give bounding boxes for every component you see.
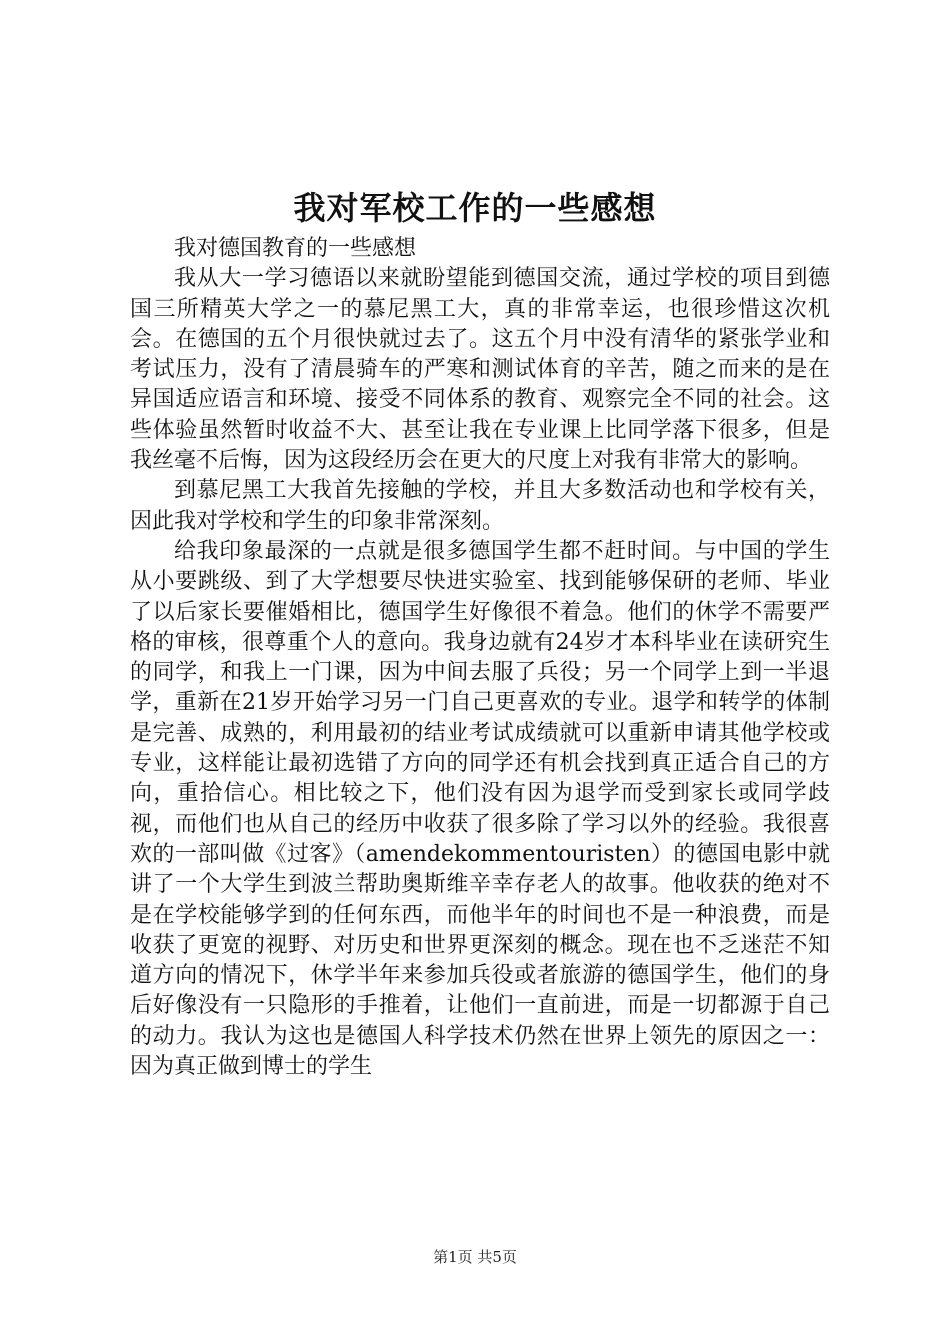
paragraph: 给我印象最深的一点就是很多德国学生都不赶时间。与中国的学生从小要跳级、到了大学想要尽快进实验室、找到能够保研的老师、毕业了以后家长要催婚相比，德国学生好像很不着急。他们的休学不需要严格的审核，很尊重个人的意向。我身边就有24岁才本科毕业在读研究生的同学，和我上一门课，因为中间去服了兵役；另一个同学上到一半退学，重新在21岁开始学习另一门自己更喜欢的专业。退学和转学的体制是完善、成熟的，利用最初的结业考试成绩就可以重新申请其他学校或专业，这样能让最初选错了方向的同学还有机会找到真正适合自己的方向，重拾信心。相比较之下，他们没有因为退学而受到家长或同学歧视，而他们也从自己的经历中收获了很多除了学习以外的经验。我很喜欢的一部叫做《过客》（amendekommentouristen）的德国电影中就讲了一个大学生到波兰帮助奥斯维辛幸存老人的故事。他收获的绝对不是在学校能够学到的任何东西，而他半年的时间也不是一种浪费，而是收获了更宽的视野、对历史和世界更深刻的概念。现在也不乏迷茫不知道方向的情况下，休学半年来参加兵役或者旅游的德国学生，他们的身后好像没有一只隐形的手推着，让他们一直前进，而是一切都源于自己的动力。我认为这也是德国人科学技术仍然在世界上领先的原因之一：因为真正做到博士的学生	[130, 538, 830, 1080]
document-title: 我对军校工作的一些感想	[293, 189, 657, 227]
page-number-footer: 第1页 共5页	[433, 1248, 517, 1266]
paragraph: 我从大一学习德语以来就盼望能到德国交流，通过学校的项目到德国三所精英大学之一的慕尼黑工大，真的非常幸运，也很珍惜这次机会。在德国的五个月很快就过去了。这五个月中没有清华的紧张学业和考试压力，没有了清晨骑车的严寒和测试体育的辛苦，随之而来的是在异国适应语言和环境、接受不同体系的教育、观察完全不同的社会。这些体验虽然暂时收益不大、甚至让我在专业课上比同学落下很多，但是我丝毫不后悔，因为这段经历会在更大的尺度上对我有非常大的影响。	[130, 266, 830, 474]
paragraph-subtitle: 我对德国教育的一些感想	[174, 236, 417, 261]
document-body	[130, 234, 830, 1082]
paragraph: 到慕尼黑工大我首先接触的学校，并且大多数活动也和学校有关，因此我对学校和学生的印象非常深刻。	[130, 478, 830, 534]
